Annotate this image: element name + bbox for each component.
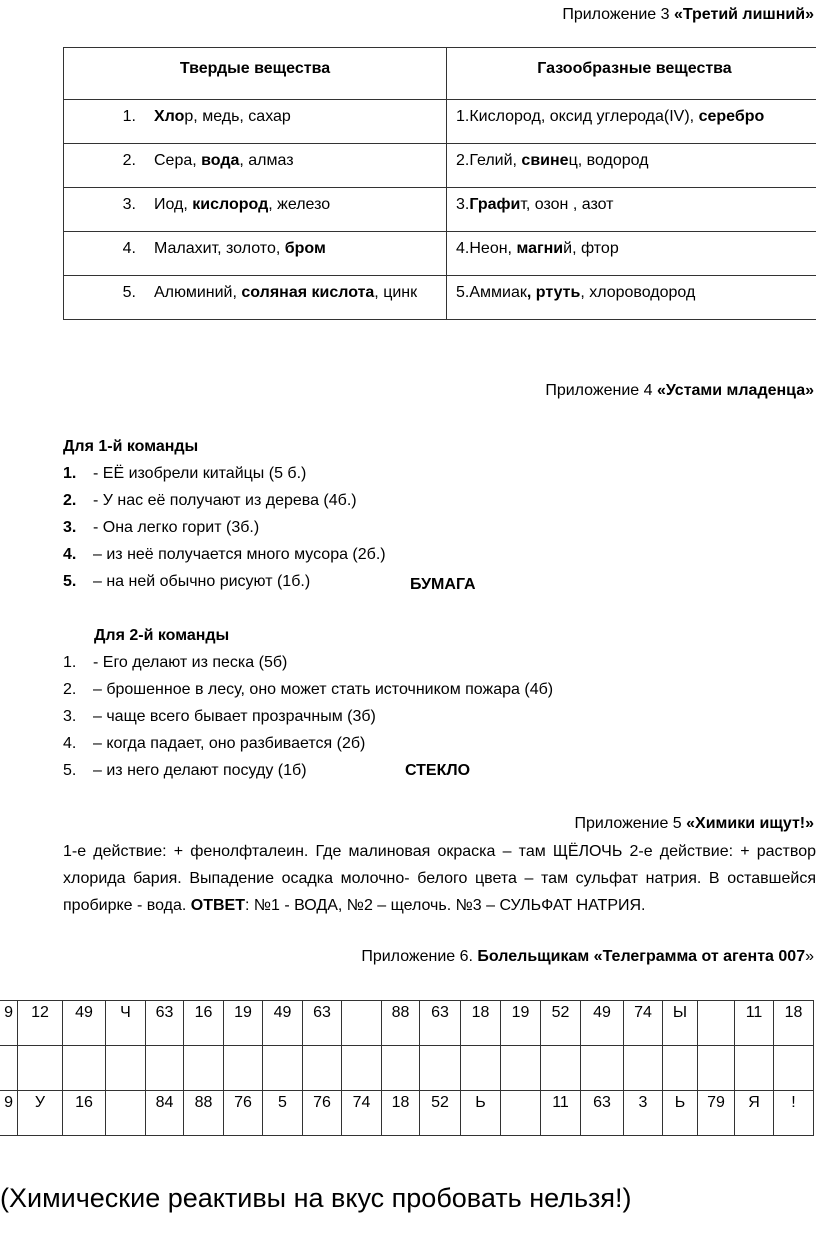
team-2-answer: СТЕКЛО	[405, 762, 471, 779]
code-cell	[382, 1046, 420, 1091]
item-number: 5.	[63, 762, 77, 779]
cell-text: й, фтор	[563, 240, 619, 257]
cell-text: свине	[521, 152, 569, 169]
cell-text: Хло	[154, 108, 185, 125]
code-cell: 11	[735, 1001, 774, 1046]
code-cell	[0, 1046, 18, 1091]
code-row	[0, 1046, 814, 1091]
cell-text: р, медь, сахар	[184, 108, 291, 125]
code-cell	[461, 1046, 501, 1091]
list-item	[63, 676, 553, 703]
row-number: 4.	[122, 240, 136, 257]
solid-cell	[64, 100, 447, 144]
gas-cell	[447, 232, 816, 276]
cell-text: , железо	[268, 196, 331, 213]
code-cell: 5	[263, 1091, 303, 1136]
cell-text: , алмаз	[239, 152, 294, 169]
cell-text: , хлороводород	[580, 284, 696, 301]
list-item	[63, 757, 553, 784]
cell-text: 3.	[456, 196, 470, 213]
code-cell: 9	[0, 1091, 18, 1136]
cell-text: Графи	[469, 196, 521, 213]
code-cell: Ч	[106, 1001, 146, 1046]
row-number: 3.	[122, 196, 136, 213]
row-number: 5.	[122, 284, 136, 301]
code-cell: 49	[263, 1001, 303, 1046]
code-cell	[342, 1046, 382, 1091]
gas-cell	[447, 188, 816, 232]
code-cell: !	[774, 1091, 814, 1136]
row-number: 2.	[122, 152, 136, 169]
code-cell: 63	[146, 1001, 184, 1046]
code-cell	[663, 1046, 698, 1091]
code-cell: 16	[63, 1091, 106, 1136]
cell-text: 1.Кислород, оксид углерода(IV),	[456, 108, 699, 125]
code-cell	[501, 1091, 541, 1136]
code-cell: 19	[501, 1001, 541, 1046]
table-row	[64, 144, 816, 188]
team-2-heading: Для 2-й команды	[94, 627, 230, 644]
gas-cell	[447, 276, 816, 320]
code-cell: 76	[224, 1091, 263, 1136]
item-text: – из неё получается много мусора (2б.)	[93, 546, 386, 563]
cell-text: Алюминий,	[154, 284, 242, 301]
column-header: Газообразные вещества	[447, 48, 816, 100]
appendix-5-text: 1-е действие: + фенолфталеин. Где малиновая окраска – там ЩЁЛОЧЬ 2-е действие: + раствор хлорида бария. Выпадение осадка молочно- белого цвета – там сульфат натрия. В оставшейся пробирке - вода. ОТВЕТ: №1 - ВОДА, №2 – щелочь. №3 – СУЛЬФАТ НАТРИЯ.	[63, 843, 816, 914]
solid-cell	[64, 144, 447, 188]
item-number: 3.	[63, 519, 77, 536]
code-cell: 49	[581, 1001, 624, 1046]
item-text: - Она легко горит (3б.)	[93, 519, 260, 536]
code-cell	[774, 1046, 814, 1091]
list-item	[63, 730, 553, 757]
code-cell: 88	[382, 1001, 420, 1046]
item-number: 4.	[63, 735, 77, 752]
item-number: 4.	[63, 546, 77, 563]
code-cell: 76	[303, 1091, 342, 1136]
code-cell	[581, 1046, 624, 1091]
code-cell	[735, 1046, 774, 1091]
code-cell: 63	[303, 1001, 342, 1046]
appendix-4-title: Приложение 4 «Устами младенца»	[545, 382, 814, 399]
code-cell	[303, 1046, 342, 1091]
code-cell: 18	[382, 1091, 420, 1136]
solid-cell	[64, 276, 447, 320]
item-number: 2.	[63, 492, 77, 509]
code-row	[0, 1091, 814, 1136]
code-cell: Ы	[663, 1001, 698, 1046]
item-number: 2.	[63, 681, 77, 698]
code-cell: 52	[420, 1091, 461, 1136]
code-cell	[106, 1091, 146, 1136]
table-row	[64, 232, 816, 276]
code-cell	[420, 1046, 461, 1091]
code-cell	[624, 1046, 663, 1091]
table-row	[64, 188, 816, 232]
team-1-section	[63, 433, 386, 590]
code-cell	[698, 1046, 735, 1091]
gas-cell	[447, 144, 816, 188]
code-cell	[18, 1046, 63, 1091]
item-text: - У нас её получают из дерева (4б.)	[93, 492, 357, 509]
cell-text: магни	[516, 240, 564, 257]
code-cell: 79	[698, 1091, 735, 1136]
cell-text: 4.Неон,	[456, 240, 517, 257]
code-cell: 74	[342, 1091, 382, 1136]
code-cell: Я	[735, 1091, 774, 1136]
list-item	[63, 541, 386, 568]
column-header: Твердые вещества	[64, 48, 447, 100]
cell-text: вода	[201, 152, 240, 169]
code-cell: 9	[0, 1001, 18, 1046]
code-cell: 63	[581, 1091, 624, 1136]
code-cell: 52	[541, 1001, 581, 1046]
item-number: 5.	[63, 573, 77, 590]
code-cell	[501, 1046, 541, 1091]
list-item	[63, 514, 386, 541]
item-text: – из него делают посуду (1б)	[93, 762, 307, 779]
table-row	[64, 276, 816, 320]
list-item	[63, 487, 386, 514]
table-row	[64, 100, 816, 144]
code-cell: Ь	[663, 1091, 698, 1136]
code-cell	[224, 1046, 263, 1091]
code-cell: 16	[184, 1001, 224, 1046]
item-text: - Его делают из песка (5б)	[93, 654, 288, 671]
code-cell: 11	[541, 1091, 581, 1136]
row-number: 1.	[122, 108, 136, 125]
cell-text: , цинк	[374, 284, 418, 301]
list-item	[63, 703, 553, 730]
appendix-6-title: Приложение 6. Болельщикам «Телеграмма от агента 007»	[361, 948, 814, 965]
appendix-5-title: Приложение 5 «Химики ищут!»	[574, 815, 814, 832]
code-cell: 74	[624, 1001, 663, 1046]
solid-cell	[64, 232, 447, 276]
cell-text: Сера,	[154, 152, 202, 169]
list-item	[63, 649, 553, 676]
code-cell	[342, 1001, 382, 1046]
code-cell: 3	[624, 1091, 663, 1136]
code-cell	[146, 1046, 184, 1091]
code-cell	[541, 1046, 581, 1091]
code-cell	[263, 1046, 303, 1091]
substances-table	[63, 47, 816, 320]
solid-cell	[64, 188, 447, 232]
code-cell: 88	[184, 1091, 224, 1136]
team-1-answer: БУМАГА	[410, 576, 476, 593]
item-number: 1.	[63, 654, 77, 671]
code-cell: Ь	[461, 1091, 501, 1136]
item-number: 1.	[63, 465, 77, 482]
code-cell: 84	[146, 1091, 184, 1136]
cell-text: серебро	[698, 108, 765, 125]
item-number: 3.	[63, 708, 77, 725]
gas-cell	[447, 100, 816, 144]
code-cell: 18	[774, 1001, 814, 1046]
cell-text: ц, водород	[568, 152, 649, 169]
item-text: – на ней обычно рисуют (1б.)	[93, 573, 311, 590]
code-cell: У	[18, 1091, 63, 1136]
table-header-row	[64, 48, 816, 100]
code-cell: 12	[18, 1001, 63, 1046]
code-cell: 18	[461, 1001, 501, 1046]
list-item	[63, 460, 386, 487]
list-item	[63, 568, 386, 595]
code-cell	[106, 1046, 146, 1091]
telegram-code-table	[0, 1000, 814, 1136]
cell-text: 5.Аммиак	[456, 284, 527, 301]
code-cell: 49	[63, 1001, 106, 1046]
safety-warning: (Химические реактивы на вкус пробовать нельзя!)	[0, 1183, 632, 1213]
item-text: - ЕЁ изобрели китайцы (5 б.)	[93, 465, 307, 482]
cell-text: кислород	[192, 196, 269, 213]
code-cell: 19	[224, 1001, 263, 1046]
cell-text: т, озон , азот	[520, 196, 614, 213]
code-cell	[184, 1046, 224, 1091]
cell-text: , ртуть	[526, 284, 581, 301]
code-cell: 63	[420, 1001, 461, 1046]
cell-text: бром	[284, 240, 326, 257]
cell-text: 2.Гелий,	[456, 152, 522, 169]
code-cell	[63, 1046, 106, 1091]
item-text: – чаще всего бывает прозрачным (3б)	[93, 708, 376, 725]
appendix-3-title: Приложение 3 «Третий лишний»	[562, 6, 814, 23]
cell-text: соляная кислота	[241, 284, 375, 301]
cell-text: Иод,	[154, 196, 193, 213]
item-text: – брошенное в лесу, оно может стать источником пожара (4б)	[93, 681, 554, 698]
cell-text: Малахит, золото,	[154, 240, 285, 257]
team-1-heading: Для 1-й команды	[63, 438, 199, 455]
item-text: – когда падает, оно разбивается (2б)	[93, 735, 366, 752]
code-row	[0, 1001, 814, 1046]
code-cell	[698, 1001, 735, 1046]
